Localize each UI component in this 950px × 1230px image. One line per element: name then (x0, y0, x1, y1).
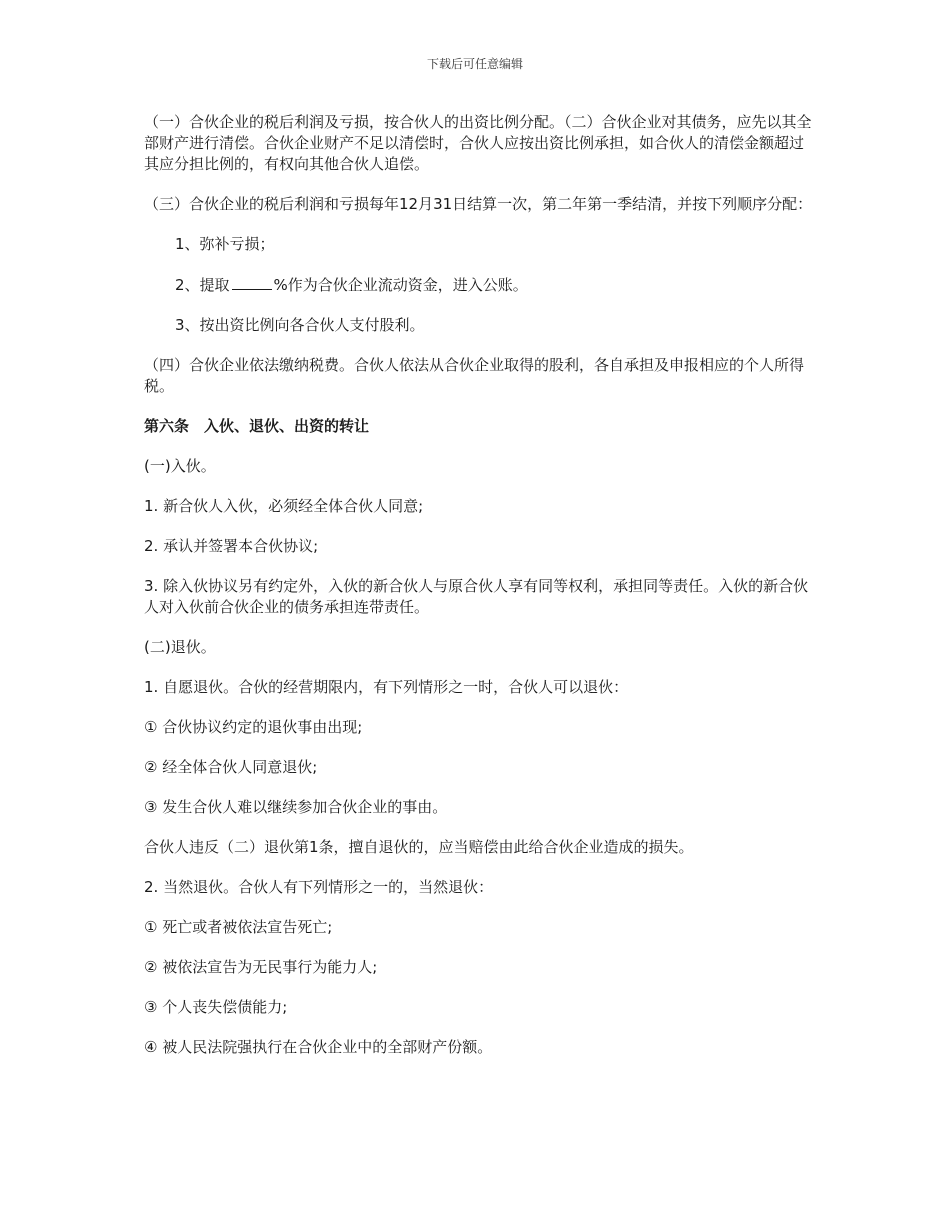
voluntary-item-2: ② 经全体合伙人同意退伙; (144, 758, 318, 776)
automatic-item-2: ② 被依法宣告为无民事行为能力人; (144, 958, 378, 976)
percentage-blank-field (232, 274, 272, 290)
article-six-heading: 第六条 入伙、退伙、出资的转让 (144, 417, 370, 435)
voluntary-withdrawal: 1. 自愿退伙。合伙的经营期限内，有下列情形之一时，合伙人可以退伙： (144, 678, 629, 696)
section-withdraw-heading: (二)退伙。 (144, 638, 216, 656)
join-clause-3: 3. 除入伙协议另有约定外，入伙的新合伙人与原合伙人享有同等权利，承担同等责任。入伙的新合伙人对入伙前合伙企业的债务承担连带责任。 (144, 577, 809, 616)
unauthorized-withdrawal-note: 合伙人违反（二）退伙第1条，擅自退伙的，应当赔偿由此给合伙企业造成的损失。 (144, 838, 694, 856)
withdraw-label: 2、提取 (175, 276, 230, 294)
paragraph-profit-loss: （一）合伙企业的税后利润及亏损，按合伙人的出资比例分配。（二）合伙企业对其债务，应先以其全部财产进行清偿。合伙企业财产不足以清偿时，合伙人应按出资比例承担，如合伙人的清偿金额超过其应分担比例的，有权向其他合伙人追偿。 (144, 113, 812, 173)
paragraph-taxes: （四）合伙企业依法缴纳税费。合伙人依法从合伙企业取得的股利，各自承担及申报相应的个人所得税。 (144, 356, 805, 395)
list-item-offset-loss: 1、弥补亏损； (175, 235, 275, 253)
document-body (144, 112, 816, 1077)
voluntary-item-1: ① 合伙协议约定的退伙事由出现; (144, 718, 363, 736)
list-item-dividends: 3、按出资比例向各合伙人支付股利。 (175, 316, 425, 334)
automatic-item-4: ④ 被人民法院强执行在合伙企业中的全部财产份额。 (144, 1038, 493, 1056)
join-clause-1: 1. 新合伙人入伙，必须经全体合伙人同意; (144, 497, 424, 515)
join-clause-2: 2. 承认并签署本合伙协议; (144, 537, 319, 555)
withdraw-text: %作为合伙企业流动资金，进入公账。 (273, 276, 528, 294)
paragraph-settlement: （三）合伙企业的税后利润和亏损每年12月31日结算一次，第二年第一季结清，并按下列顺序分配： (144, 195, 813, 213)
list-item-withdraw-fund (144, 274, 816, 296)
section-join-heading: (一)入伙。 (144, 457, 216, 475)
automatic-withdrawal: 2. 当然退伙。合伙人有下列情形之一的，当然退伙： (144, 878, 494, 896)
automatic-item-3: ③ 个人丧失偿债能力; (144, 998, 288, 1016)
automatic-item-1: ① 死亡或者被依法宣告死亡; (144, 918, 333, 936)
voluntary-item-3: ③ 发生合伙人难以继续参加合伙企业的事由。 (144, 798, 448, 816)
page-header: 下载后可任意编辑 (426, 57, 523, 71)
